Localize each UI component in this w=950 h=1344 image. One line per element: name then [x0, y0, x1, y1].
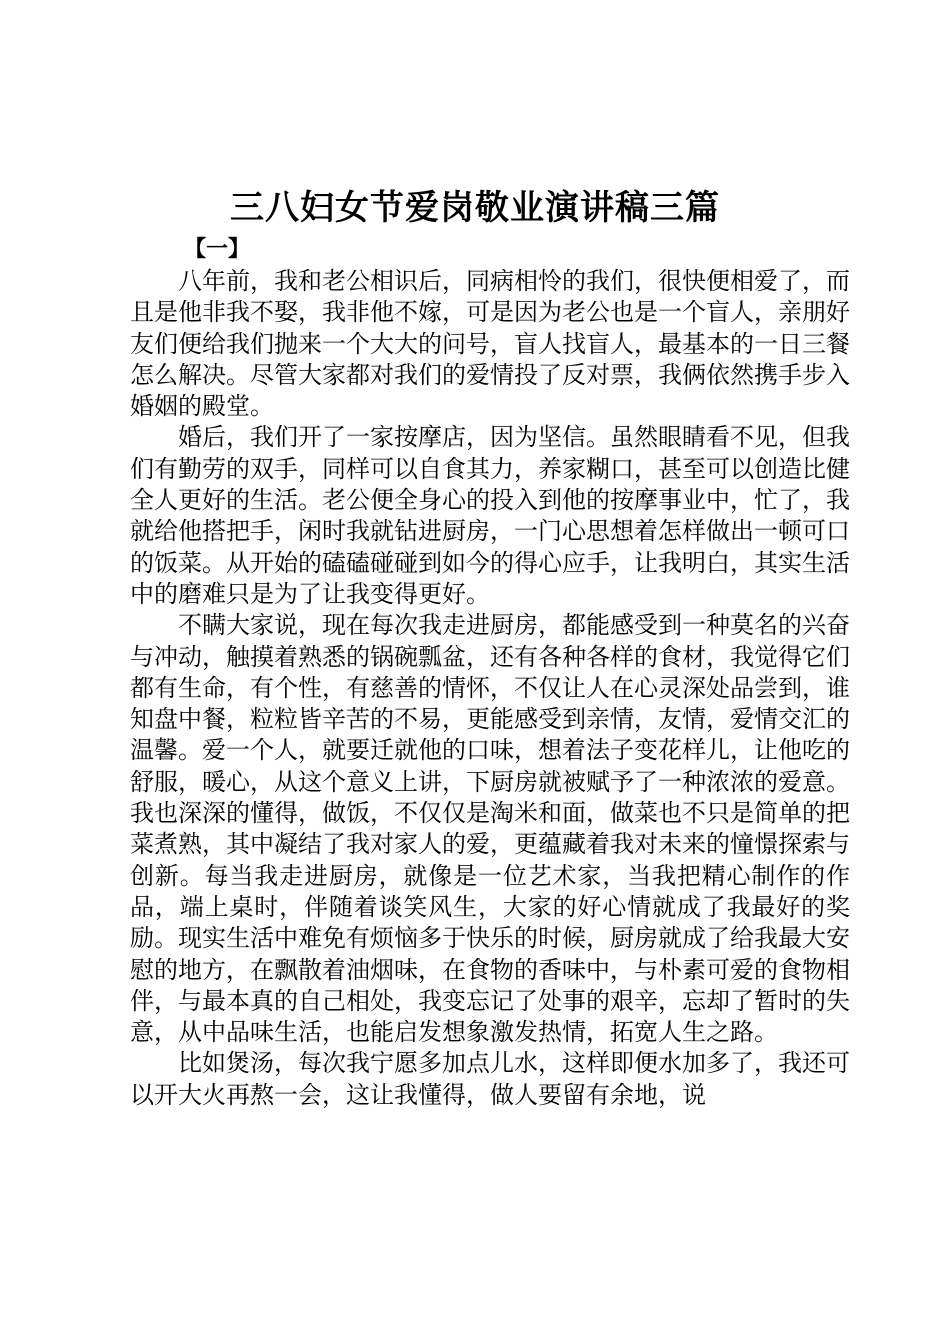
paragraph: 不瞒大家说，现在每次我走进厨房，都能感受到一种莫名的兴奋与冲动，触摸着熟悉的锅碗瓢盆，还有各种各样的食材，我觉得它们都有生命，有个性，有慈善的情怀，不仅让人在心灵深处品尝到，谁知盘中餐，粒粒皆辛苦的不易，更能感受到亲情，友情，爱情交汇的温馨。爱一个人，就要迁就他的口味，想着法子变花样儿，让他吃的舒服，暖心，从这个意义上讲，下厨房就被赋予了一种浓浓的爱意。我也深深的懂得，做饭，不仅仅是淘米和面，做菜也不只是简单的把菜煮熟，其中凝结了我对家人的爱，更蕴藏着我对未来的憧憬探索与创新。每当我走进厨房，就像是一位艺术家，当我把精心制作的作品，端上桌时，伴随着谈笑风生，大家的好心情就成了我最好的奖励。现实生活中难免有烦恼多于快乐的时候，厨房就成了给我最大安慰的地方，在飘散着油烟味，在食物的香味中，与朴素可爱的食物相伴，与最本真的自己相处，我变忘记了处事的艰辛，忘却了暂时的失意，从中品味生活，也能启发想象激发热情，拓宽人生之路。: [130, 611, 850, 1047]
document-title: 三八妇女节爱岗敬业演讲稿三篇: [230, 188, 720, 228]
document-body: [130, 266, 850, 1111]
paragraph: 婚后，我们开了一家按摩店，因为坚信。虽然眼睛看不见，但我们有勤劳的双手，同样可以自食其力，养家糊口，甚至可以创造比健全人更好的生活。老公便全身心的投入到他的按摩事业中，忙了，我就给他搭把手，闲时我就钻进厨房，一门心思想着怎样做出一顿可口的饭菜。从开始的磕磕碰碰到如今的得心应手，让我明白，其实生活中的磨难只是为了让我变得更好。: [130, 423, 850, 608]
section-label: 【一】: [184, 237, 251, 262]
paragraph: 八年前，我和老公相识后，同病相怜的我们，很快便相爱了，而且是他非我不娶，我非他不嫁，可是因为老公也是一个盲人，亲朋好友们便给我们抛来一个大大的问号，盲人找盲人，最基本的一日三餐怎么解决。尽管大家都对我们的爱情投了反对票，我俩依然携手步入婚姻的殿堂。: [130, 267, 850, 421]
paragraph: 比如煲汤，每次我宁愿多加点儿水，这样即便水加多了，我还可以开大火再熬一会，这让我懂得，做人要留有余地，说: [130, 1049, 850, 1109]
